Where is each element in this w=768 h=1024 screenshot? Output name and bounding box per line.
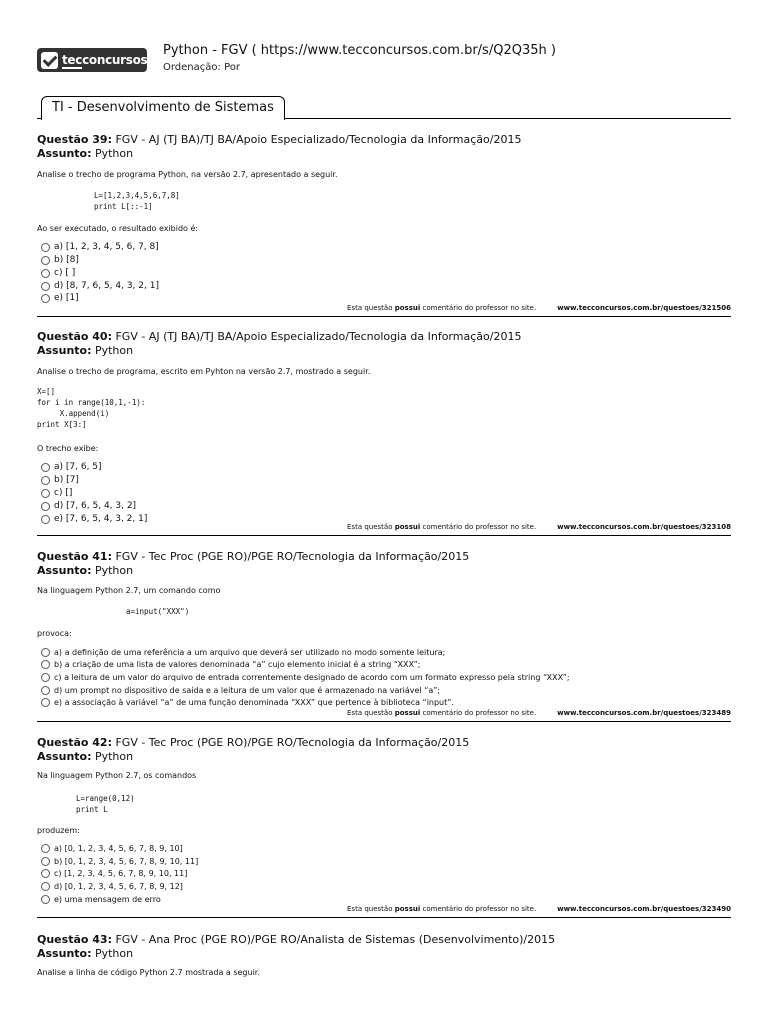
radio-icon[interactable]	[41, 673, 50, 682]
question-link[interactable]: www.tecconcursos.com.br/questoes/323489	[557, 709, 731, 717]
comment-note: Esta questão possui comentário do professor no site.	[347, 304, 537, 312]
question-footer	[37, 523, 731, 536]
radio-icon[interactable]	[41, 895, 50, 904]
question-subject: Assunto: Python	[37, 344, 134, 357]
radio-icon[interactable]	[41, 686, 50, 695]
code-line: X.append(i)	[37, 409, 110, 418]
question-prompt: produzem:	[37, 826, 80, 835]
question-intro: Analise a linha de código Python 2.7 mostrada a seguir.	[37, 968, 260, 977]
answer-option-e[interactable]: e) uma mensagem de erro	[41, 895, 161, 904]
answer-option-a[interactable]: a) [0, 1, 2, 3, 4, 5, 6, 7, 8, 9, 10]	[41, 844, 183, 853]
question-39-header	[37, 133, 731, 161]
radio-icon[interactable]	[41, 698, 50, 707]
question-prompt: Ao ser executado, o resultado exibido é:	[37, 224, 199, 233]
question-title: Questão 42: FGV - Tec Proc (PGE RO)/PGE RO/Tecnologia da Informação/2015	[37, 736, 470, 749]
answer-option-e[interactable]: e) [7, 6, 5, 4, 3, 2, 1]	[41, 514, 147, 524]
question-link[interactable]: www.tecconcursos.com.br/questoes/321506	[557, 304, 731, 312]
answer-option-d[interactable]: d) [7, 6, 5, 4, 3, 2]	[41, 501, 136, 511]
radio-icon[interactable]	[41, 269, 50, 278]
radio-icon[interactable]	[41, 844, 50, 853]
checkmark-icon	[41, 52, 58, 69]
radio-icon[interactable]	[41, 502, 50, 511]
radio-icon[interactable]	[41, 489, 50, 498]
question-title: Questão 40: FGV - AJ (TJ BA)/TJ BA/Apoio Especializado/Tecnologia da Informação/2015	[37, 330, 522, 343]
comment-note: Esta questão possui comentário do professor no site.	[347, 523, 537, 531]
answer-option-c[interactable]: c) [ ]	[41, 268, 75, 278]
question-41-header	[37, 550, 731, 578]
radio-icon[interactable]	[41, 882, 50, 891]
question-prompt: O trecho exibe:	[37, 444, 99, 453]
answer-option-d[interactable]: d) um prompt no dispositivo de saída e a leitura de um valor que é armazenado na variável “a”;	[41, 686, 440, 695]
answer-option-b[interactable]: b) [8]	[41, 255, 79, 265]
question-link[interactable]: www.tecconcursos.com.br/questoes/323490	[557, 905, 731, 913]
radio-icon[interactable]	[41, 256, 50, 265]
question-footer	[37, 709, 731, 722]
answer-option-a[interactable]: a) [1, 2, 3, 4, 5, 6, 7, 8]	[41, 242, 159, 252]
code-line: X=[]	[37, 387, 56, 396]
sort-order-label: Ordenação: Por	[163, 62, 240, 73]
question-subject: Assunto: Python	[37, 750, 134, 763]
answer-option-d[interactable]: d) [0, 1, 2, 3, 4, 5, 6, 7, 8, 9, 12]	[41, 882, 183, 891]
answer-option-c[interactable]: c) a leitura de um valor do arquivo de entrada correntemente designado de acordo com um formato expresso pela string “XXX”;	[41, 673, 570, 682]
question-link[interactable]: www.tecconcursos.com.br/questoes/323108	[557, 523, 731, 531]
question-subject: Assunto: Python	[37, 147, 134, 160]
question-intro: Na linguagem Python 2.7, um comando como	[37, 586, 221, 595]
answer-option-d[interactable]: d) [8, 7, 6, 5, 4, 3, 2, 1]	[41, 281, 159, 291]
answer-option-a[interactable]: a) a definição de uma referência a um arquivo que deverá ser utilizado no modo somente leitura;	[41, 648, 445, 657]
answer-option-b[interactable]: b) [7]	[41, 475, 79, 485]
radio-icon[interactable]	[41, 243, 50, 252]
question-subject: Assunto: Python	[37, 564, 134, 577]
radio-icon[interactable]	[41, 869, 50, 878]
question-intro: Analise o trecho de programa, escrito em Pyhton na versão 2.7, mostrado a seguir.	[37, 367, 371, 376]
question-subject: Assunto: Python	[37, 947, 134, 960]
answer-option-c[interactable]: c) [1, 2, 3, 4, 5, 6, 7, 8, 9, 10, 11]	[41, 869, 187, 878]
code-line: L=range(0,12)	[76, 794, 135, 803]
comment-note: Esta questão possui comentário do professor no site.	[347, 905, 537, 913]
radio-icon[interactable]	[41, 648, 50, 657]
answer-option-b[interactable]: b) a criação de uma lista de valores denominada “a” cujo elemento inicial é a string “XXX”;	[41, 660, 420, 669]
question-title: Questão 43: FGV - Ana Proc (PGE RO)/PGE RO/Analista de Sistemas (Desenvolvimento)/2015	[37, 933, 556, 946]
question-40-header	[37, 330, 731, 358]
document-title: Python - FGV ( https://www.tecconcursos.com.br/s/Q2Q35h )	[163, 43, 556, 58]
radio-icon[interactable]	[41, 463, 50, 472]
radio-icon[interactable]	[41, 857, 50, 866]
code-line: L=[1,2,3,4,5,6,7,8]	[94, 191, 180, 200]
radio-icon[interactable]	[41, 476, 50, 485]
code-line: for i in range(10,1,-1):	[37, 398, 146, 407]
answer-option-a[interactable]: a) [7, 6, 5]	[41, 462, 102, 472]
question-42-header	[37, 736, 731, 764]
question-title: Questão 41: FGV - Tec Proc (PGE RO)/PGE RO/Tecnologia da Informação/2015	[37, 550, 470, 563]
question-footer	[37, 905, 731, 918]
question-title: Questão 39: FGV - AJ (TJ BA)/TJ BA/Apoio Especializado/Tecnologia da Informação/2015	[37, 133, 522, 146]
code-line: a=input("XXX")	[126, 607, 190, 616]
question-prompt: provoca:	[37, 629, 72, 638]
comment-note: Esta questão possui comentário do professor no site.	[347, 709, 537, 717]
radio-icon[interactable]	[41, 282, 50, 291]
section-title: TI - Desenvolvimento de Sistemas	[41, 96, 285, 120]
question-footer	[37, 304, 731, 317]
code-line: print L[::-1]	[94, 202, 153, 211]
answer-option-e[interactable]: e) a associação à variável “a” de uma função denominada “XXX” que pertence à biblioteca “input”.	[41, 698, 454, 707]
question-intro: Analise o trecho de programa Python, na versão 2.7, apresentado a seguir.	[37, 170, 338, 179]
radio-icon[interactable]	[41, 294, 50, 303]
logo-text: tecconcursos	[62, 53, 148, 67]
code-line: print L	[76, 805, 108, 814]
radio-icon[interactable]	[41, 660, 50, 669]
answer-option-c[interactable]: c) []	[41, 488, 72, 498]
code-line: print X[3:]	[37, 420, 87, 429]
tecconcursos-logo[interactable]	[37, 48, 147, 72]
question-43-header	[37, 933, 731, 961]
answer-option-e[interactable]: e) [1]	[41, 293, 79, 303]
question-intro: Na linguagem Python 2.7, os comandos	[37, 771, 197, 780]
answer-option-b[interactable]: b) [0, 1, 2, 3, 4, 5, 6, 7, 8, 9, 10, 11]	[41, 857, 198, 866]
